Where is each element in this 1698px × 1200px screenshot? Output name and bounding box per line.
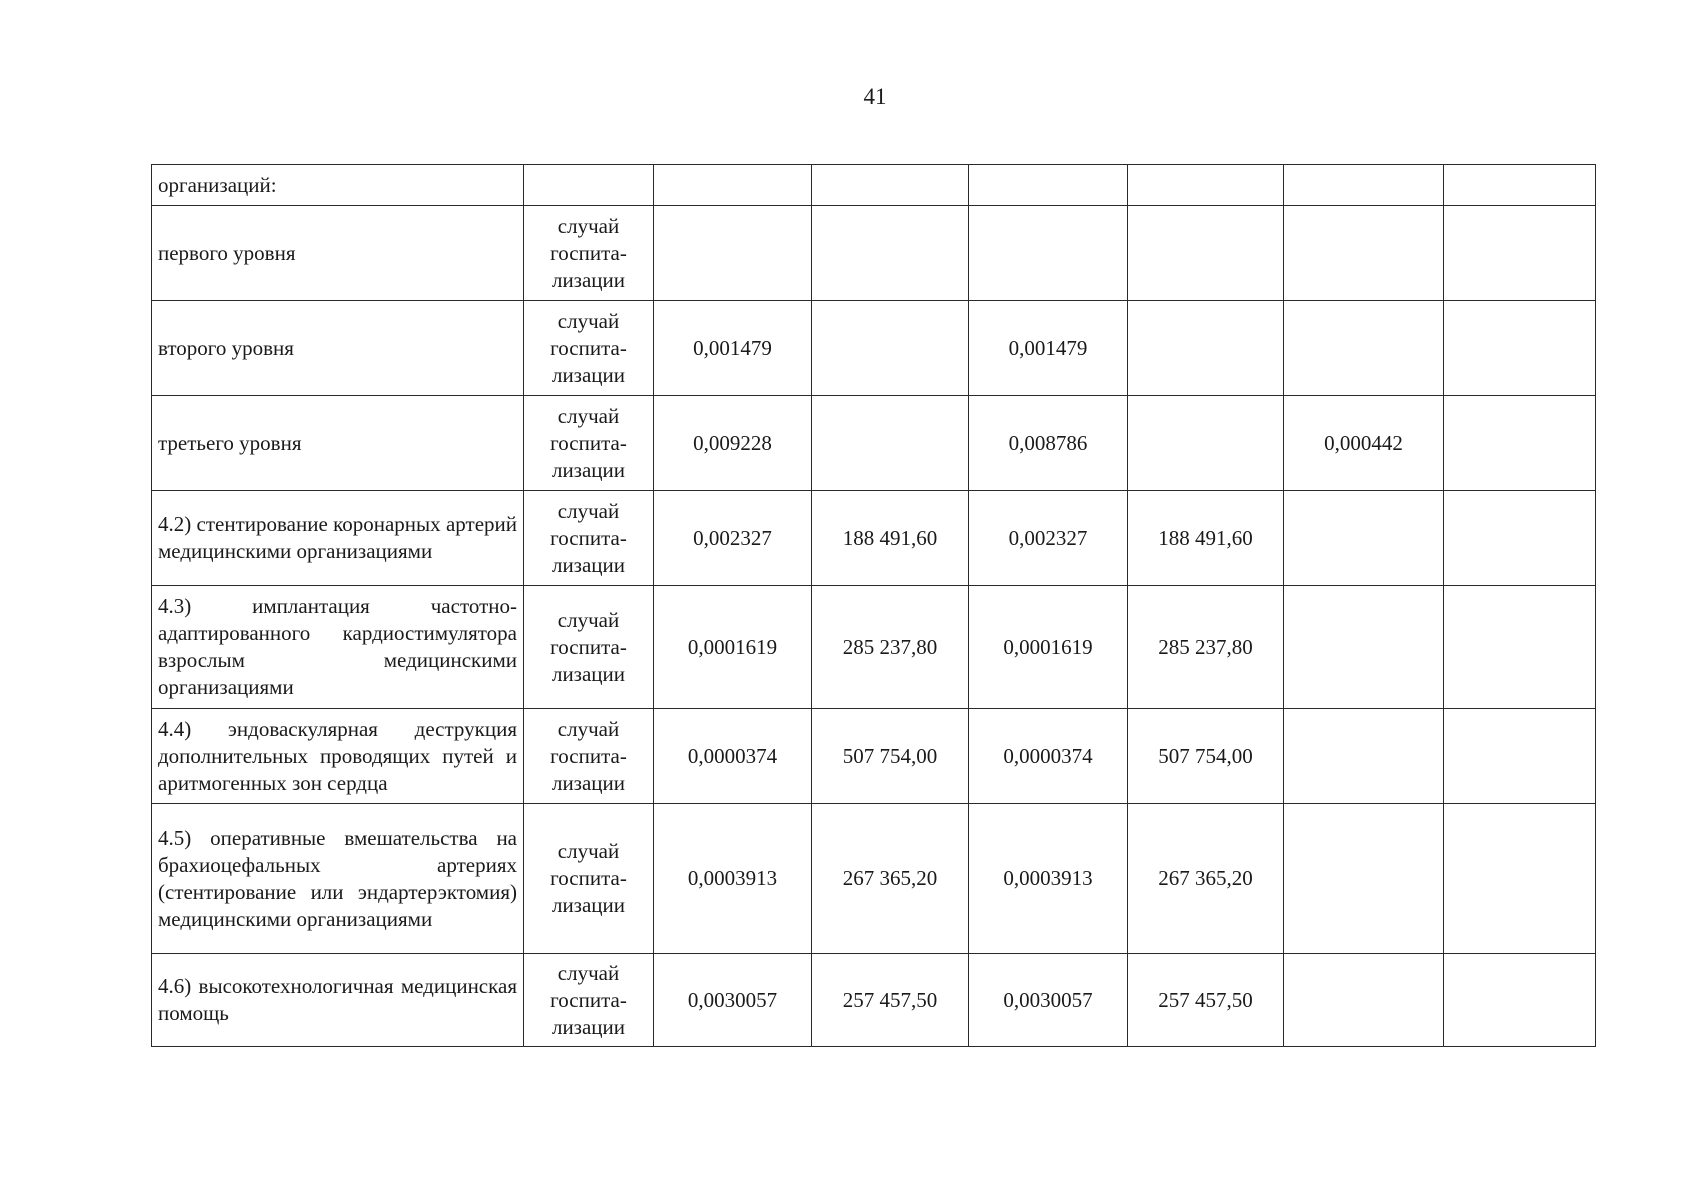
row-label: второго уровня [152, 301, 524, 396]
value-cell: 0,008786 [969, 396, 1128, 491]
value-cell: 188 491,60 [1128, 491, 1284, 586]
value-cell: 507 754,00 [812, 709, 969, 804]
table-row [152, 804, 1596, 954]
value-cell [1444, 301, 1596, 396]
value-cell: 188 491,60 [812, 491, 969, 586]
table-row [152, 586, 1596, 709]
table-row [152, 709, 1596, 804]
value-cell [969, 165, 1128, 206]
row-label: 4.3) имплантация частотно-адаптированного кардиостимулятора взрослым медицинскими организациями [152, 586, 524, 709]
value-cell: 0,0001619 [969, 586, 1128, 709]
value-cell [654, 165, 812, 206]
row-unit: случай госпита-лизации [524, 954, 654, 1047]
row-label: первого уровня [152, 206, 524, 301]
value-cell: 0,0001619 [654, 586, 812, 709]
value-cell [1128, 396, 1284, 491]
row-label: третьего уровня [152, 396, 524, 491]
row-unit: случай госпита-лизации [524, 491, 654, 586]
value-cell [1284, 206, 1444, 301]
value-cell: 0,002327 [654, 491, 812, 586]
value-cell: 0,000442 [1284, 396, 1444, 491]
value-cell [812, 206, 969, 301]
value-cell [1284, 804, 1444, 954]
value-cell: 0,002327 [969, 491, 1128, 586]
page-number: 41 [863, 84, 887, 109]
value-cell [1128, 165, 1284, 206]
value-cell [1284, 954, 1444, 1047]
value-cell: 0,0003913 [969, 804, 1128, 954]
value-cell [1444, 165, 1596, 206]
value-cell: 285 237,80 [812, 586, 969, 709]
value-cell: 0,0030057 [654, 954, 812, 1047]
table-row [152, 206, 1596, 301]
row-unit: случай госпита-лизации [524, 586, 654, 709]
table-body [152, 165, 1596, 1047]
value-cell: 0,0000374 [654, 709, 812, 804]
row-unit [524, 165, 654, 206]
row-label: 4.2) стентирование коронарных артерий медицинскими организациями [152, 491, 524, 586]
value-cell: 0,001479 [969, 301, 1128, 396]
value-cell [1284, 165, 1444, 206]
value-cell [1284, 586, 1444, 709]
row-label: 4.5) оперативные вмешательства на брахиоцефальных артериях (стентирование или эндартерэктомия) медицинскими организациями [152, 804, 524, 954]
data-table [151, 164, 1596, 1047]
row-unit: случай госпита-лизации [524, 709, 654, 804]
value-cell: 285 237,80 [1128, 586, 1284, 709]
value-cell [1444, 491, 1596, 586]
value-cell: 507 754,00 [1128, 709, 1284, 804]
value-cell: 0,001479 [654, 301, 812, 396]
value-cell [1444, 586, 1596, 709]
value-cell: 0,009228 [654, 396, 812, 491]
value-cell: 0,0030057 [969, 954, 1128, 1047]
value-cell [1444, 396, 1596, 491]
value-cell: 257 457,50 [1128, 954, 1284, 1047]
value-cell [1128, 301, 1284, 396]
row-unit: случай госпита-лизации [524, 396, 654, 491]
value-cell [1284, 301, 1444, 396]
value-cell: 0,0000374 [969, 709, 1128, 804]
value-cell: 0,0003913 [654, 804, 812, 954]
value-cell [812, 396, 969, 491]
value-cell [1284, 709, 1444, 804]
value-cell [654, 206, 812, 301]
value-cell [812, 301, 969, 396]
row-unit: случай госпита-лизации [524, 206, 654, 301]
value-cell [1444, 206, 1596, 301]
value-cell [812, 165, 969, 206]
value-cell: 257 457,50 [812, 954, 969, 1047]
value-cell [1284, 491, 1444, 586]
row-label: 4.4) эндоваскулярная деструкция дополнительных проводящих путей и аритмогенных зон сердца [152, 709, 524, 804]
table-row [152, 954, 1596, 1047]
row-label: организаций: [152, 165, 524, 206]
value-cell [1128, 206, 1284, 301]
row-unit: случай госпита-лизации [524, 301, 654, 396]
table-row [152, 301, 1596, 396]
table-row [152, 491, 1596, 586]
value-cell [969, 206, 1128, 301]
value-cell [1444, 804, 1596, 954]
value-cell: 267 365,20 [812, 804, 969, 954]
value-cell: 267 365,20 [1128, 804, 1284, 954]
table-row [152, 396, 1596, 491]
row-unit: случай госпита-лизации [524, 804, 654, 954]
row-label: 4.6) высокотехнологичная медицинская помощь [152, 954, 524, 1047]
value-cell [1444, 954, 1596, 1047]
table-row [152, 165, 1596, 206]
value-cell [1444, 709, 1596, 804]
